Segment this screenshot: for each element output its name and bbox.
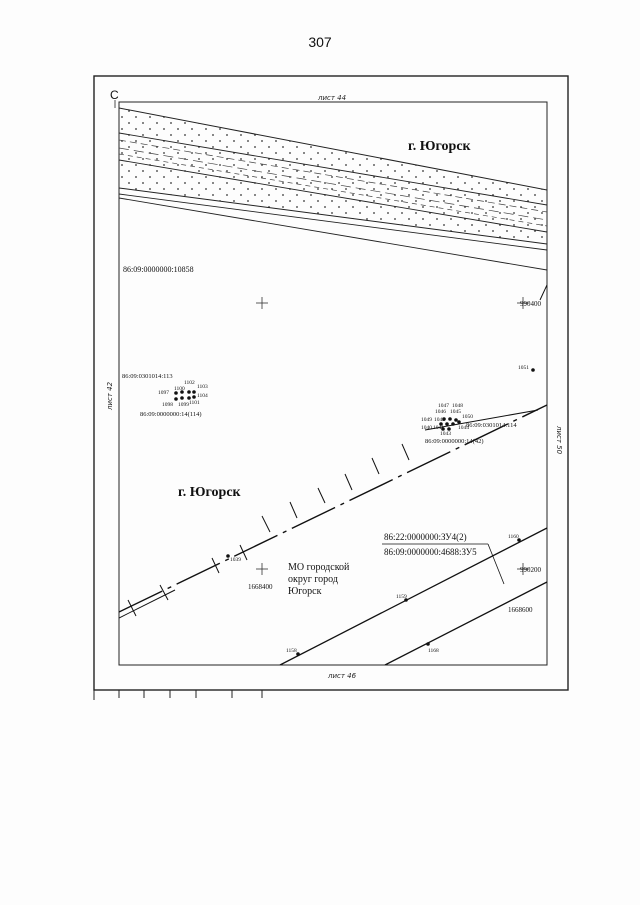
svg-text:1101: 1101	[189, 400, 200, 406]
svg-text:86:09:0000000:4688:ЗУ5: 86:09:0000000:4688:ЗУ5	[384, 547, 477, 557]
point-cluster-left	[122, 373, 208, 418]
svg-text:1040: 1040	[421, 425, 432, 431]
svg-text:1051: 1051	[518, 365, 529, 371]
svg-text:1103: 1103	[197, 384, 208, 390]
svg-text:1160: 1160	[508, 534, 519, 540]
svg-text:округ город: округ город	[288, 574, 338, 585]
svg-text:1099: 1099	[178, 402, 189, 408]
svg-text:1041: 1041	[433, 425, 444, 431]
svg-text:1098: 1098	[162, 402, 173, 408]
sheet-right-label: лист 50	[555, 426, 563, 455]
grid-label-990200: 990200	[520, 566, 541, 574]
page-number: 307	[308, 34, 332, 50]
svg-text:1044: 1044	[458, 425, 469, 431]
svg-text:1047: 1047	[438, 403, 449, 409]
svg-text:Югорск: Югорск	[288, 586, 322, 597]
municipality-label	[288, 562, 350, 597]
city-label-mid: г. Югорск	[178, 485, 241, 500]
svg-text:МО городской: МО городской	[288, 562, 350, 573]
callout-box	[382, 532, 504, 584]
svg-text:1097: 1097	[158, 390, 169, 396]
parcel-main-label: 86:09:0000000:10858	[123, 265, 194, 274]
svg-text:86:09:0000000:14(42): 86:09:0000000:14(42)	[425, 438, 484, 445]
sheet-top-label: лист 44	[318, 94, 347, 102]
lower-line-2	[385, 582, 547, 665]
city-label-top: г. Югорск	[408, 139, 471, 154]
corner-letter: С	[110, 88, 119, 102]
grid-label-990400: 990400	[520, 300, 541, 308]
svg-text:1158: 1158	[286, 648, 297, 654]
svg-text:1042: 1042	[434, 417, 445, 423]
svg-text:1049: 1049	[421, 417, 432, 423]
svg-text:1102: 1102	[184, 380, 195, 386]
svg-text:86:22:0000000:ЗУ4(2): 86:22:0000000:ЗУ4(2)	[384, 532, 467, 542]
svg-text:1100: 1100	[174, 386, 185, 392]
point-cluster-right	[421, 403, 517, 445]
svg-text:1045: 1045	[450, 409, 461, 415]
grid-label-1668400: 1668400	[248, 583, 273, 591]
svg-text:1168: 1168	[428, 648, 439, 654]
svg-text:1159: 1159	[396, 594, 407, 600]
sheet-left-label: лист 42	[106, 381, 114, 410]
svg-text:1104: 1104	[197, 393, 208, 399]
svg-text:86:09:0000000:14(114): 86:09:0000000:14(114)	[140, 411, 202, 418]
svg-text:86:09:0301014:114: 86:09:0301014:114	[466, 422, 517, 429]
svg-text:1039: 1039	[230, 557, 241, 563]
svg-text:1043: 1043	[440, 431, 451, 437]
svg-text:1048: 1048	[452, 403, 463, 409]
sheet-bottom-label: лист 46	[328, 672, 357, 680]
grid-label-1668600: 1668600	[508, 606, 533, 614]
svg-text:1050: 1050	[462, 414, 473, 420]
road-band	[119, 108, 547, 244]
svg-text:1046: 1046	[435, 409, 446, 415]
bottom-ticks	[94, 690, 262, 700]
svg-text:86:09:0301014:113: 86:09:0301014:113	[122, 373, 173, 380]
